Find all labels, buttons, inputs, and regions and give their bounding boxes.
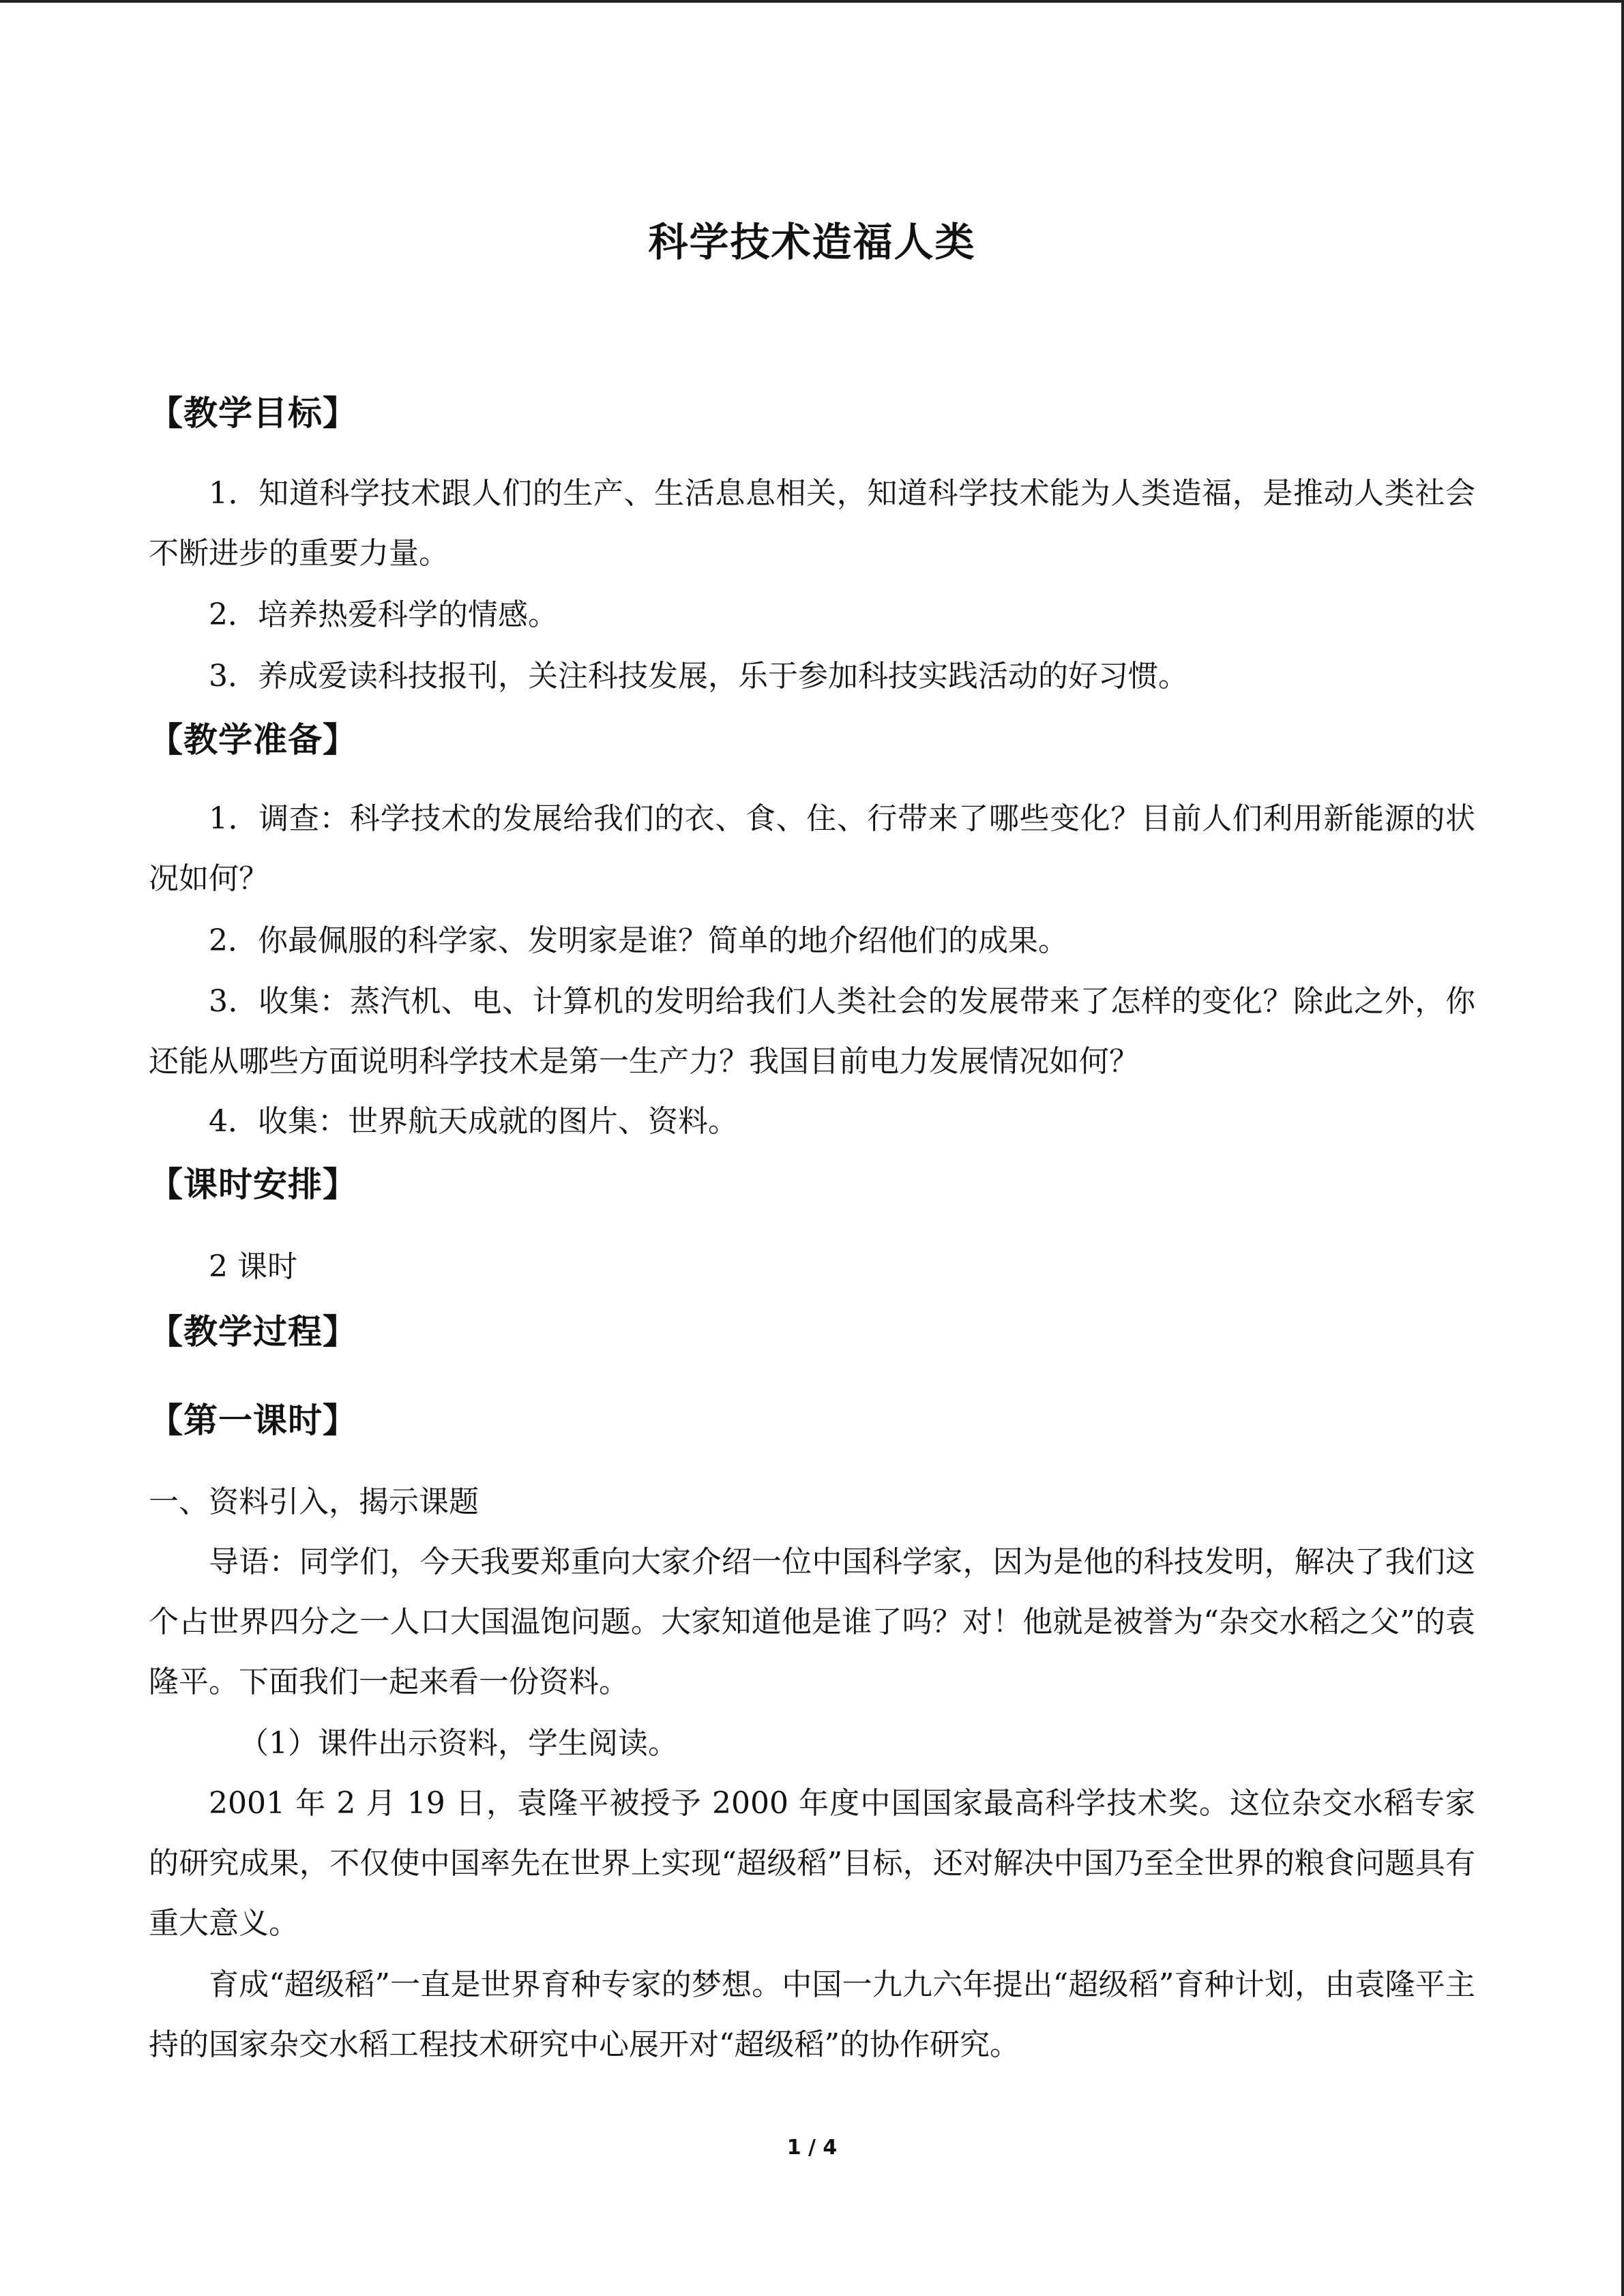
right-border: [1621, 0, 1624, 2296]
prep-item-2: 2．你最佩服的科学家、发明家是谁？简单的地介绍他们的成果。: [209, 923, 1068, 958]
prep-heading: 【教学准备】: [149, 720, 357, 760]
goal-item-2: 2．培养热爱科学的情感。: [209, 597, 558, 632]
item-1: （1）课件出示资料，学生阅读。: [239, 1726, 678, 1761]
prep-item-1: 1．调查：科学技术的发展给我们的衣、食、住、行带来了哪些变化？目前人们利用新能源的状况如何？: [149, 801, 1475, 896]
material-paragraph-2: 育成“超级稻”一直是世界育种专家的梦想。中国一九九六年提出“超级稻”育种计划，由袁隆平主持的国家杂交水稻工程技术研究中心展开对“超级稻”的协作研究。: [149, 1967, 1475, 2062]
schedule-text: 2 课时: [209, 1249, 297, 1284]
prep-item-4: 4．收集：世界航天成就的图片、资料。: [209, 1104, 738, 1139]
page-number: 1 / 4: [786, 2136, 838, 2160]
top-border: [0, 0, 1624, 3]
goals-heading: 【教学目标】: [149, 393, 357, 433]
lesson1-heading: 【第一课时】: [149, 1401, 357, 1440]
prep-item-3: 3．收集：蒸汽机、电、计算机的发明给我们人类社会的发展带来了怎样的变化？除此之外，你还能从哪些方面说明科学技术是第一生产力？我国目前电力发展情况如何？: [149, 984, 1475, 1079]
intro-paragraph: 导语：同学们，今天我要郑重向大家介绍一位中国科学家，因为是他的科技发明，解决了我们这个占世界四分之一人口大国温饱问题。大家知道他是谁了吗？对！他就是被誉为“杂交水稻之父”的袁隆平。下面我们一起来看一份资料。: [149, 1545, 1475, 1699]
step1-title: 一、资料引入，揭示课题: [149, 1485, 479, 1519]
process-heading: 【教学过程】: [149, 1312, 357, 1352]
goal-item-1: 1．知道科学技术跟人们的生产、生活息息相关，知道科学技术能为人类造福，是推动人类社会不断进步的重要力量。: [149, 476, 1475, 571]
material-paragraph-1: 2001 年 2 月 19 日，袁隆平被授予 2000 年度中国国家最高科学技术奖。这位杂交水稻专家的研究成果，不仅使中国率先在世界上实现“超级稻”目标，还对解决中国乃至全世界的粮食问题具有重大意义。: [149, 1786, 1475, 1941]
page-title: 科学技术造福人类: [648, 219, 976, 265]
goal-item-3: 3．养成爱读科技报刊，关注科技发展，乐于参加科技实践活动的好习惯。: [209, 659, 1188, 694]
schedule-heading: 【课时安排】: [149, 1165, 357, 1204]
